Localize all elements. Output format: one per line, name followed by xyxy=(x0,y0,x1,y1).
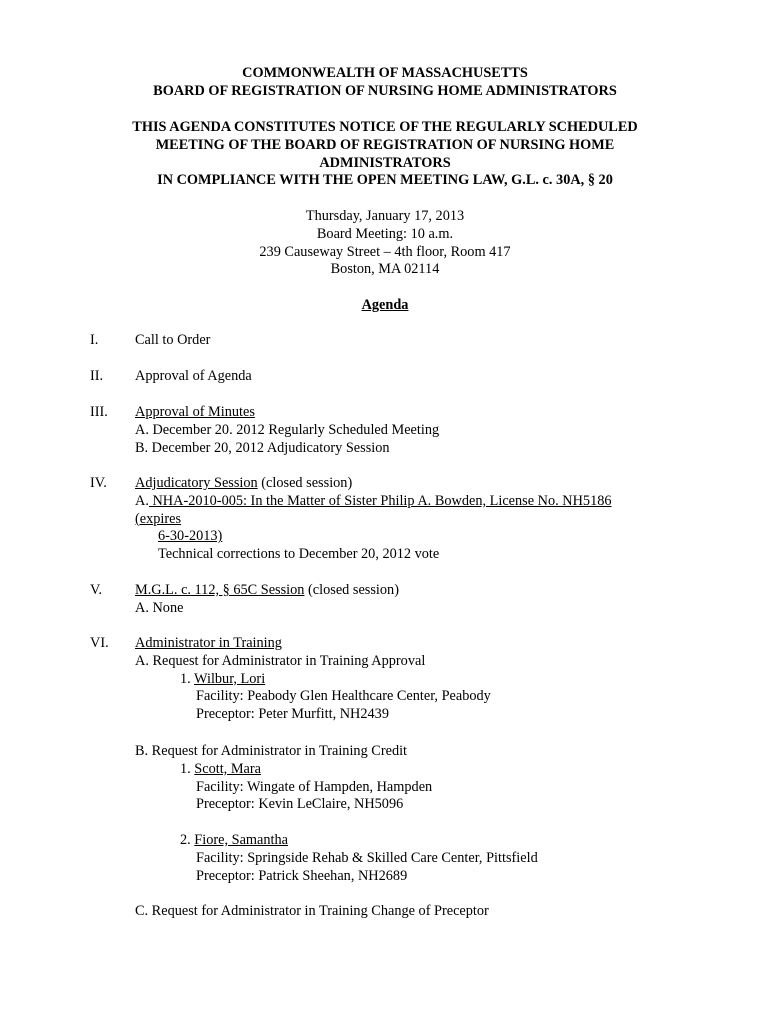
notice-line-4: IN COMPLIANCE WITH THE OPEN MEETING LAW, G.L. c. 30A, § 20 xyxy=(157,172,613,189)
header-line-2: BOARD OF REGISTRATION OF NURSING HOME ADMINISTRATORS xyxy=(153,82,617,99)
notice-line-2: MEETING OF THE BOARD OF REGISTRATION OF NURSING HOME xyxy=(155,136,615,153)
candidate-name: Scott, Mara xyxy=(194,760,261,777)
candidate-number: 1. xyxy=(180,670,195,687)
candidate-name: Fiore, Samantha xyxy=(194,832,289,848)
meeting-time: Board Meeting: 10 a.m. xyxy=(316,225,454,242)
candidate-number: 2. xyxy=(180,832,195,848)
item-number: II. xyxy=(90,368,104,384)
item-title: Approval of Agenda xyxy=(135,368,252,384)
sub-item-a-note: Technical corrections to December 20, 2012 vote xyxy=(158,546,440,563)
item-number: IV. xyxy=(90,475,107,491)
meeting-city: Boston, MA 02114 xyxy=(330,261,440,278)
sub-item-a-text: NHA-2010-005: In the Matter of Sister Philip A. Bowden, License No. NH5186 xyxy=(148,492,612,509)
item-title: Adjudicatory Session xyxy=(135,475,258,491)
candidate-preceptor: Preceptor: Patrick Sheehan, NH2689 xyxy=(196,867,408,884)
candidate-a1 xyxy=(135,671,735,689)
header-line-1: COMMONWEALTH OF MASSACHUSETTS xyxy=(242,65,528,81)
agenda-title: Agenda xyxy=(361,297,409,313)
item-title: M.G.L. c. 112, § 65C Session xyxy=(135,582,305,598)
notice-block xyxy=(0,119,770,190)
candidate-preceptor: Preceptor: Kevin LeClaire, NH5096 xyxy=(196,796,404,813)
item-number: III. xyxy=(90,404,108,420)
item-number: V. xyxy=(90,582,103,598)
meeting-date: Thursday, January 17, 2013 xyxy=(305,208,465,224)
candidate-facility: Facility: Peabody Glen Healthcare Center, Peabody xyxy=(196,688,491,705)
candidate-b1 xyxy=(135,761,735,779)
sub-item-a xyxy=(135,493,735,511)
sub-item-a-date: 6-30-2013) xyxy=(158,528,223,545)
notice-line-3: ADMINISTRATORS xyxy=(319,154,451,171)
candidate-b2 xyxy=(135,832,735,850)
sub-item-a: A. December 20. 2012 Regularly Scheduled Meeting xyxy=(135,421,440,438)
sub-item-b: B. Request for Administrator in Training Credit xyxy=(135,743,408,759)
meeting-details xyxy=(0,208,770,279)
sub-item-a: A. Request for Administrator in Training Approval xyxy=(135,652,426,669)
candidate-facility: Facility: Wingate of Hampden, Hampden xyxy=(196,778,433,795)
item-title-line xyxy=(135,582,735,600)
item-number: VI. xyxy=(90,635,109,651)
item-title: Approval of Minutes xyxy=(135,404,255,420)
candidate-name: Wilbur, Lori xyxy=(194,670,266,687)
header-block xyxy=(0,65,770,101)
sub-item-c: C. Request for Administrator in Training Change of Preceptor xyxy=(135,903,489,919)
candidate-facility: Facility: Springside Rehab & Skilled Care Center, Pittsfield xyxy=(196,849,538,866)
candidate-preceptor: Preceptor: Peter Murfitt, NH2439 xyxy=(196,706,389,723)
sub-item-a-expires: (expires xyxy=(135,510,182,527)
item-title-suffix: (closed session) xyxy=(257,475,353,491)
item-title-suffix: (closed session) xyxy=(304,582,399,598)
sub-item-b: B. December 20, 2012 Adjudicatory Session xyxy=(135,439,390,456)
meeting-address: 239 Causeway Street – 4th floor, Room 417 xyxy=(259,243,511,260)
item-title: Call to Order xyxy=(135,332,211,348)
notice-line-1: THIS AGENDA CONSTITUTES NOTICE OF THE REGULARLY SCHEDULED xyxy=(132,119,638,135)
item-number: I. xyxy=(90,332,99,348)
sub-item-a-prefix: A. xyxy=(135,492,149,509)
item-title-line xyxy=(135,475,735,493)
item-title: Administrator in Training xyxy=(135,635,282,651)
candidate-number: 1. xyxy=(180,760,195,777)
sub-item-a: A. None xyxy=(135,599,184,616)
